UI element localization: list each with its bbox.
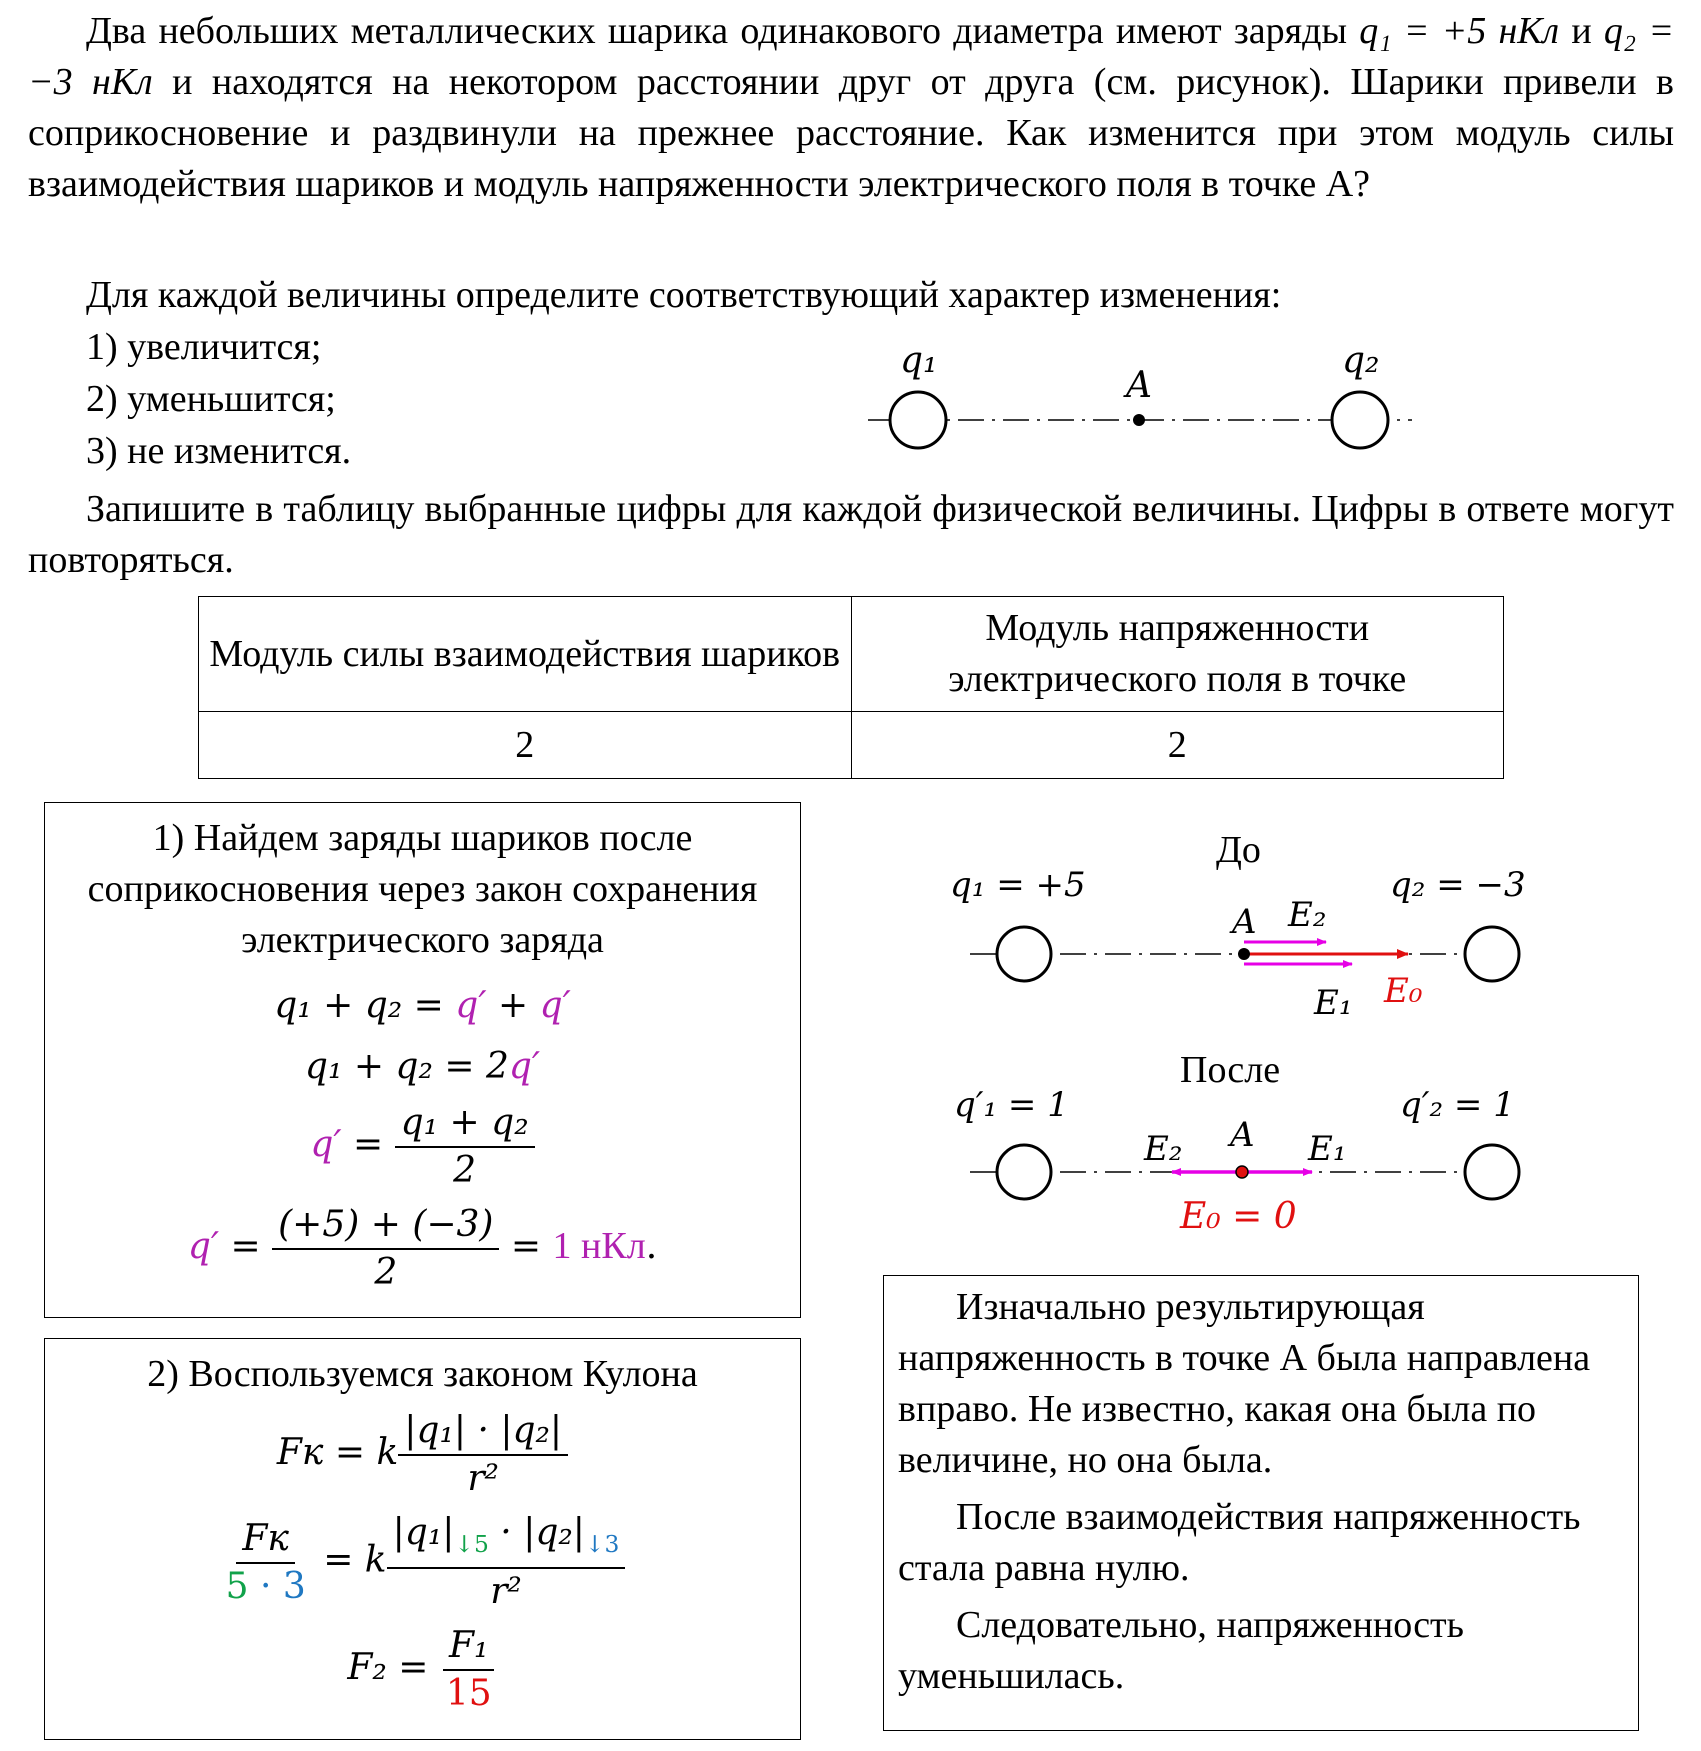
box1-eq3 — [45, 1100, 800, 1194]
ball-q2 — [1332, 392, 1388, 448]
box1-eq2 — [45, 1041, 800, 1092]
problem-paragraph-1 — [28, 6, 1674, 210]
eq4-dot: . — [645, 1226, 658, 1267]
before-label-e0: E₀ — [1384, 971, 1423, 1011]
eq1-q-prime-b: q′ — [539, 985, 571, 1026]
eq4-equals: = — [219, 1226, 273, 1267]
f3-numerator: F₁ — [443, 1623, 494, 1671]
explanation-box — [883, 1275, 1639, 1731]
f2-equals-k: = k — [311, 1539, 387, 1581]
eq2-q-prime: q′ — [508, 1046, 541, 1087]
label-q2: q₂ — [1342, 340, 1380, 381]
option-2: 2) уменьшится; — [86, 378, 336, 420]
box2-formula-2 — [45, 1510, 800, 1615]
problem-text-a: Два небольших металлических шарика одинакового диаметра имеют заряды — [86, 10, 1360, 52]
f2-right-fraction — [387, 1510, 626, 1615]
answer-table — [198, 596, 1504, 779]
eq4-result: 1 нКл — [552, 1225, 646, 1267]
after-ball-q1 — [997, 1145, 1051, 1199]
charge-q2-value: q₂ = −3 нКл — [28, 10, 1675, 103]
before-label-q2: q₂ = −3 — [1390, 865, 1526, 905]
eq3-denominator: 2 — [453, 1150, 477, 1191]
f3-denominator: 15 — [445, 1673, 492, 1715]
answer-cell-field[interactable]: 2 — [851, 712, 1504, 779]
before-point-a-dot — [1238, 948, 1250, 960]
after-label-e1: E₁ — [1308, 1129, 1347, 1169]
before-label-a: A — [1232, 902, 1257, 942]
problem-text-b: и — [1559, 10, 1604, 52]
solution-box-charges — [44, 802, 801, 1318]
before-label-e2: E₂ — [1288, 895, 1327, 935]
f2-factor-3: 3 — [282, 1565, 306, 1607]
figure-before-diagram — [940, 830, 1580, 1030]
problem-text-c: и находятся на некотором расстоянии друг от друга (см. рисунок). Шарики привели в соприкосновение и раздвинули на прежнее расстояние. Как изменится при этом модуль силы взаимодействия шариков и модуль напряженности электрического поля в точке А? — [28, 61, 1674, 205]
problem-paragraph-3: Запишите в таблицу выбранные цифры для каждой физической величины. Цифры в ответе могут повторяться. — [28, 488, 1674, 581]
explanation-paragraph-3: Следовательно, напряженность уменьшилась. — [898, 1604, 1464, 1697]
f2-left-denominator — [220, 1564, 312, 1610]
before-title: До — [1216, 830, 1261, 871]
box2-formula-3 — [45, 1623, 800, 1717]
after-label-e0: E₀ = 0 — [1180, 1196, 1297, 1237]
eq4-fraction — [272, 1202, 499, 1296]
f3-left: F₂ = — [347, 1647, 440, 1689]
ball-q1 — [890, 392, 946, 448]
eq2-left: q₁ + q₂ = 2 — [304, 1046, 509, 1087]
f2-factor-5: 5 — [225, 1565, 249, 1607]
f2-abs-q1: |q₁| — [392, 1512, 455, 1553]
eq4-equals-2: = — [499, 1226, 553, 1267]
option-3: 3) не изменится. — [86, 430, 352, 472]
figure-top-diagram — [860, 330, 1420, 460]
f2-decrease-3: ↓3 — [584, 1530, 620, 1559]
f2-right-numerator — [387, 1510, 626, 1569]
eq1-plus: + — [486, 985, 540, 1026]
after-point-a-dot — [1236, 1166, 1248, 1178]
eq1-q-prime-a: q′ — [455, 985, 487, 1026]
label-point-a: A — [1126, 365, 1152, 406]
f2-decrease-5: ↓5 — [454, 1530, 489, 1559]
box1-eq4 — [45, 1202, 800, 1296]
before-label-e1: E₁ — [1314, 983, 1353, 1023]
point-a-dot — [1133, 414, 1145, 426]
eq3-q-prime: q′ — [310, 1124, 342, 1165]
before-label-q1: q₁ = +5 — [950, 865, 1086, 905]
explanation-paragraph-2: После взаимодействия напряженность стала равна нулю. — [898, 1496, 1581, 1589]
f3-fraction — [440, 1623, 498, 1717]
label-q1: q₁ — [900, 340, 938, 381]
f2-right-denominator: r² — [490, 1571, 522, 1613]
solution-box-coulomb — [44, 1338, 801, 1740]
f2-factor-dot: · — [248, 1565, 283, 1607]
f2-left-fraction — [220, 1516, 312, 1610]
eq4-numerator: (+5) + (−3) — [272, 1202, 499, 1250]
after-ball-q2 — [1465, 1145, 1519, 1199]
before-ball-q2 — [1465, 927, 1519, 981]
after-title: После — [1180, 1050, 1281, 1091]
after-label-q2: q′₂ = 1 — [1400, 1085, 1515, 1125]
box2-title: 2) Воспользуемся законом Кулона — [147, 1353, 698, 1395]
eq4-denominator: 2 — [374, 1252, 398, 1293]
eq4-q-prime: q′ — [187, 1226, 220, 1267]
box1-title: 1) Найдем заряды шариков после соприкосновения через закон сохранения электрического заряда — [87, 817, 758, 961]
eq3-fraction — [395, 1100, 535, 1194]
option-1: 1) увеличится; — [86, 326, 322, 368]
after-label-e2: E₂ — [1144, 1129, 1183, 1169]
charge-q1-value: q₁ = +5 нКл — [1359, 10, 1560, 52]
answer-cell-force[interactable]: 2 — [199, 712, 852, 779]
eq1-left: q₁ + q₂ = — [274, 985, 456, 1026]
figure-after-diagram — [940, 1050, 1580, 1250]
f1-denominator: r² — [467, 1458, 499, 1499]
answer-header-field: Модуль напряженности электрического поля в точке — [851, 597, 1504, 712]
box1-eq1 — [45, 980, 800, 1031]
after-label-a: A — [1230, 1115, 1255, 1155]
after-label-q1: q′₁ = 1 — [954, 1085, 1069, 1125]
f2-abs-q2: |q₂| — [523, 1512, 585, 1553]
eq3-numerator: q₁ + q₂ — [395, 1100, 535, 1148]
f1-numerator: |q₁| · |q₂| — [398, 1408, 568, 1456]
f1-left: Fк = k — [276, 1432, 399, 1473]
f2-left-numerator: Fк — [236, 1516, 294, 1564]
before-ball-q1 — [997, 927, 1051, 981]
box2-formula-1 — [45, 1408, 800, 1502]
answer-header-force: Модуль силы взаимодействия шариков — [199, 597, 852, 712]
eq3-equals: = — [341, 1124, 395, 1165]
f2-dot: · — [488, 1512, 524, 1553]
problem-paragraph-2: Для каждой величины определите соответствующий характер изменения: — [86, 274, 1282, 316]
explanation-paragraph-1: Изначально результирующая напряженность в точке А была направлена вправо. Не известно, какая она была по величине, но она была. — [898, 1286, 1591, 1481]
f1-fraction — [398, 1408, 568, 1502]
